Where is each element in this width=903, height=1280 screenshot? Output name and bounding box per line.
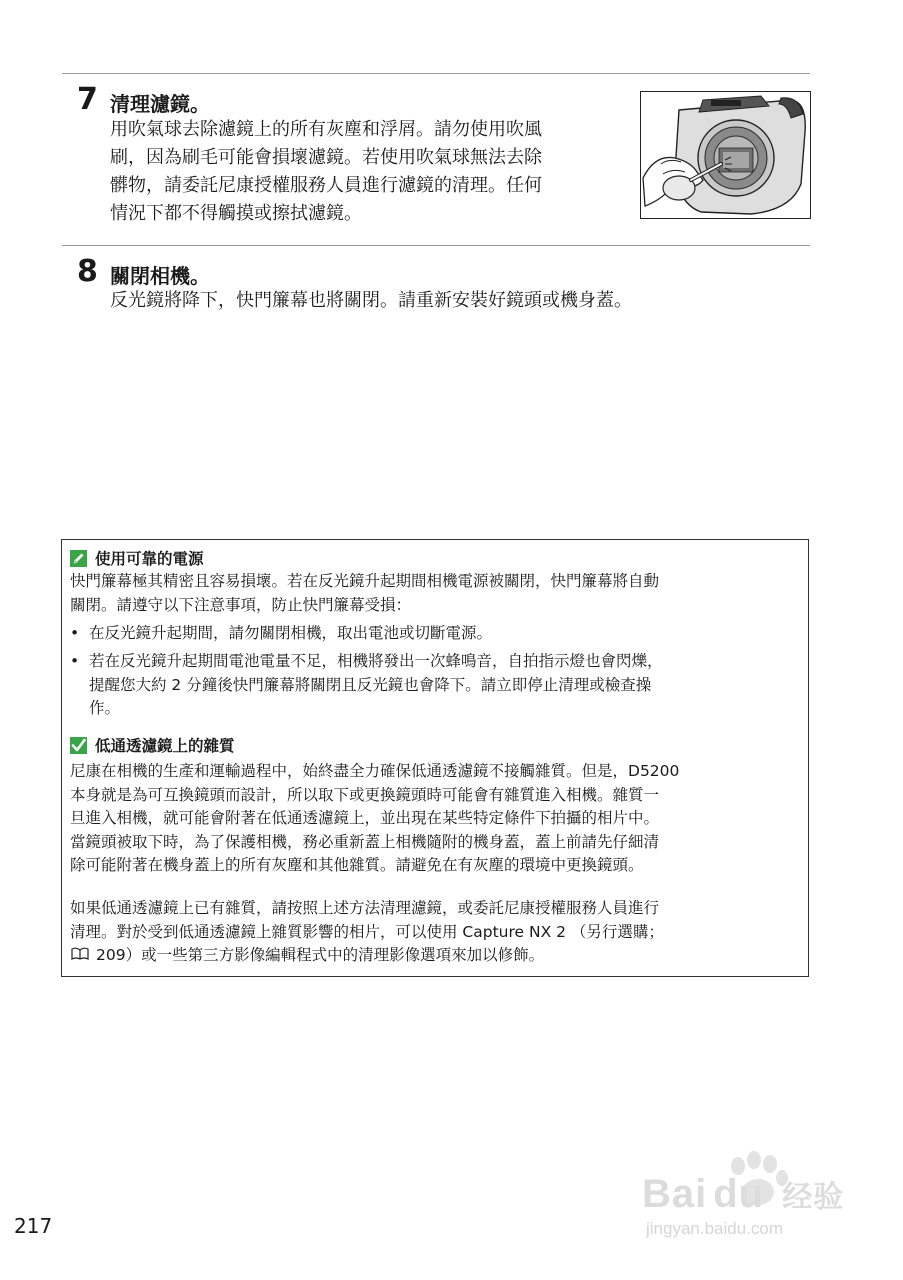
page-reference-text: 209）或一些第三方影像編輯程式中的清理影像選項來加以修飾。 [96, 946, 545, 964]
note-foreign-line: 尼康在相機的生產和運輸過程中，始終盡全力確保低通透濾鏡不接觸雜質。但是，D5200 [70, 762, 680, 780]
bullet-line: 若在反光鏡升起期間電池電量不足，相機將發出一次蜂鳴音，自拍指示燈也會閃爍， [89, 652, 663, 670]
note-power-bullet-2 [70, 650, 804, 721]
note-foreign-line: 如果低通透濾鏡上已有雜質，請按照上述方法清理濾鏡，或委託尼康授權服務人員進行 [70, 899, 660, 917]
baidu-jingyan-watermark [640, 1142, 855, 1242]
watermark-brand-du: du [713, 1172, 765, 1216]
bullet-dot: • [70, 624, 80, 642]
note-foreign-line: 當鏡頭被取下時，為了保護相機，務必重新蓋上相機隨附的機身蓋，蓋上前請先仔細清 [70, 832, 660, 851]
note-foreign-line: 清理。對於受到低通透濾鏡上雜質影響的相片，可以使用 Capture NX 2 （另行選購； [70, 922, 664, 941]
note-foreign-line: 除可能附著在機身蓋上的所有灰塵和其他雜質。請避免在有灰塵的環境中更換鏡頭。 [70, 856, 644, 874]
note-foreign-heading [70, 734, 235, 756]
watermark-brand [642, 1172, 844, 1217]
bullet-line: 提醒您大約 2 分鐘後快門簾幕將關閉且反光鏡也會降下。請立即停止清理或檢查操 [89, 675, 652, 694]
pencil-icon [70, 550, 87, 567]
bullet-text: 在反光鏡升起期間，請勿關閉相機，取出電池或切斷電源。 [89, 624, 493, 642]
divider-top [62, 73, 810, 74]
note-power-bullet-1 [70, 622, 804, 646]
bullet-dot: • [70, 652, 80, 670]
note-foreign-para-2 [70, 897, 804, 968]
watermark-jingyan-cn: 经验 [782, 1181, 845, 1214]
check-icon [70, 737, 87, 754]
step-7-line: 髒物，請委託尼康授權服務人員進行濾鏡的清理。任何 [110, 175, 542, 196]
step-7-line: 刷，因為刷毛可能會損壞濾鏡。若使用吹氣球無法去除 [110, 147, 542, 168]
watermark-url: jingyan.baidu.com [646, 1219, 784, 1238]
step-7-line: 情況下都不得觸摸或擦拭濾鏡。 [110, 203, 362, 224]
note-power-heading [70, 547, 204, 569]
bullet-line: 作。 [89, 699, 121, 717]
step-7-title: 清理濾鏡。 [110, 92, 210, 116]
book-reference-icon [70, 947, 90, 961]
step-8-line: 反光鏡將降下，快門簾幕也將關閉。請重新安裝好鏡頭或機身蓋。 [110, 290, 632, 311]
note-foreign-line-with-ref [70, 944, 804, 968]
note-foreign-line: 旦進入相機，就可能會附著在低通透濾鏡上，並出現在某些特定條件下拍攝的相片中。 [70, 809, 660, 827]
step-7-body [110, 116, 542, 228]
note-foreign-title: 低通透濾鏡上的雜質 [95, 737, 235, 755]
step-7-line: 用吹氣球去除濾鏡上的所有灰塵和浮屑。請勿使用吹風 [110, 119, 542, 140]
step-8-body [110, 287, 632, 315]
note-power-title: 使用可靠的電源 [95, 550, 204, 568]
page-number: 217 [14, 1214, 53, 1238]
camera-cleaning-illustration [640, 91, 811, 219]
bullet-text [89, 650, 804, 721]
note-foreign-line: 本身就是為可互換鏡頭而設計，所以取下或更換鏡頭時可能會有雜質進入相機。雜質一 [70, 785, 660, 804]
note-foreign-para-1 [70, 760, 804, 878]
camera-blower-drawing [641, 92, 810, 218]
step-8-title: 關閉相機。 [110, 264, 210, 288]
watermark-brand-bai: Bai [642, 1172, 708, 1216]
note-power-line: 快門簾幕極其精密且容易損壞。若在反光鏡升起期間相機電源被關閉，快門簾幕將自動 [70, 572, 660, 590]
step-8-number: 8 [77, 254, 97, 289]
divider-middle [62, 245, 810, 246]
note-power-line: 關閉。請遵守以下注意事項，防止快門簾幕受損： [70, 595, 412, 614]
step-7-number: 7 [77, 82, 97, 117]
note-power-intro [70, 570, 804, 617]
